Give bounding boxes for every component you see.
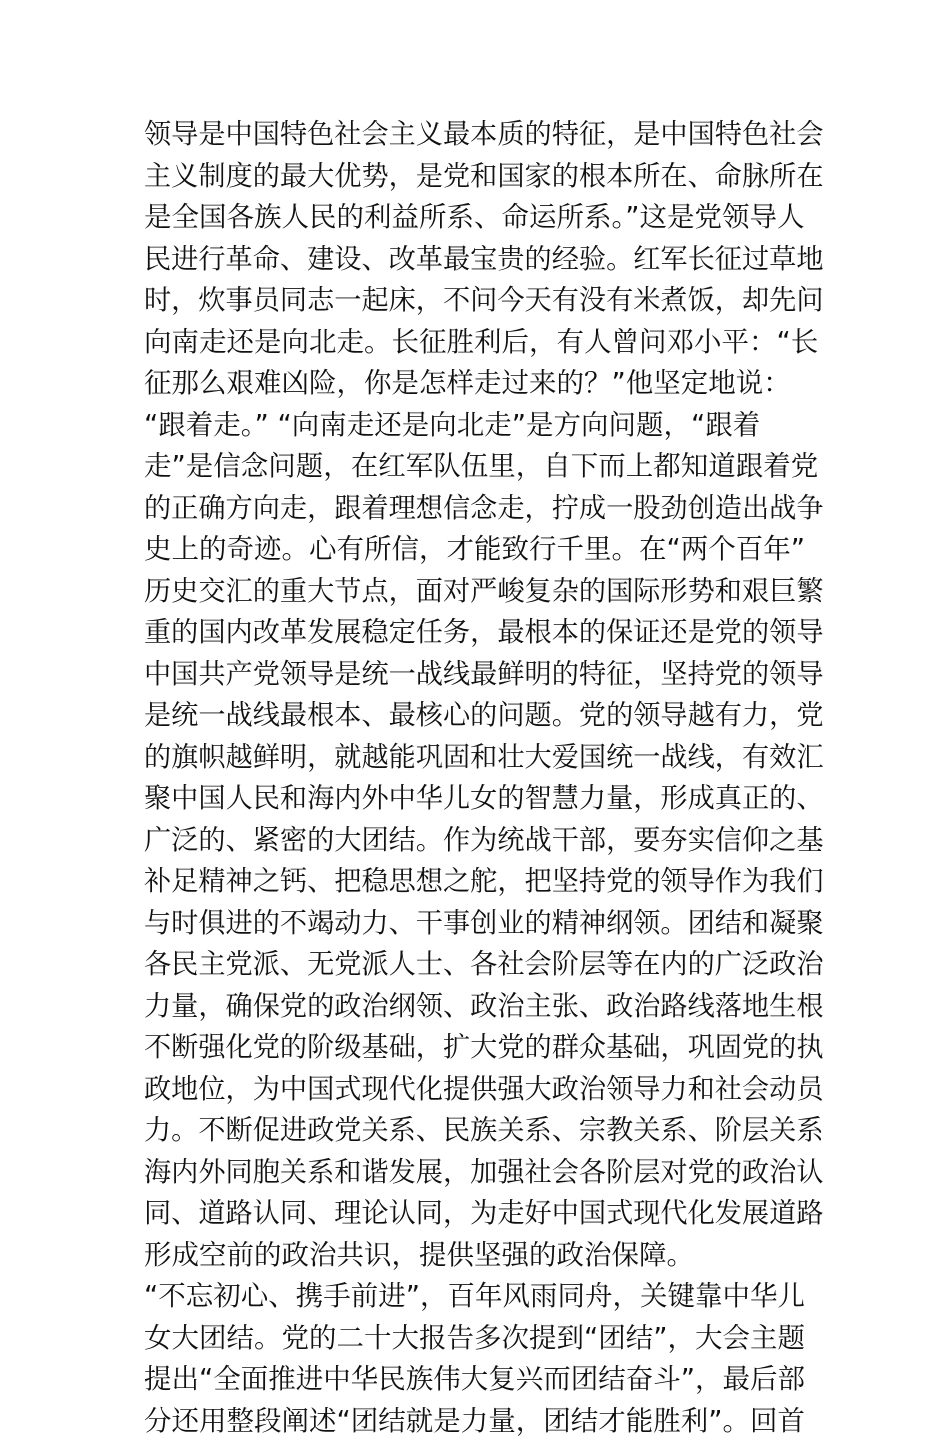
text-line: “不忘初心、携手前进”，百年风雨同舟，关键靠中华儿 (144, 1276, 824, 1318)
text-line: 是全国各族人民的利益所系、命运所系。”这是党领导人 (144, 197, 824, 239)
text-line: 民进行革命、建设、改革最宝贵的经验。红军长征过草地 (144, 239, 816, 281)
text-line: 领导是中国特色社会主义最本质的特征，是中国特色社会 (144, 114, 816, 156)
text-line: 分还用整段阐述“团结就是力量，团结才能胜利”。回首 (144, 1401, 824, 1442)
text-line: 海内外同胞关系和谐发展，加强社会各阶层对党的政治认 (144, 1152, 816, 1194)
text-line: 的正确方向走，跟着理想信念走，拧成一股劲创造出战争 (144, 488, 816, 530)
text-line: 女大团结。党的二十大报告多次提到“团结”，大会主题 (144, 1318, 824, 1360)
text-line: 广泛的、紧密的大团结。作为统战干部，要夯实信仰之基 (144, 820, 816, 862)
text-line: 重的国内改革发展稳定任务，最根本的保证还是党的领导 (144, 612, 816, 654)
text-line: 同、道路认同、理论认同，为走好中国式现代化发展道路 (144, 1193, 816, 1235)
text-line: 的旗帜越鲜明，就越能巩固和壮大爱国统一战线，有效汇 (144, 737, 816, 779)
text-line: 各民主党派、无党派人士、各社会阶层等在内的广泛政治 (144, 944, 816, 986)
text-line: 征那么艰难凶险，你是怎样走过来的？”他坚定地说： (144, 363, 824, 405)
text-line: 向南走还是向北走。长征胜利后，有人曾问邓小平：“长 (144, 322, 824, 364)
text-line: 中国共产党领导是统一战线最鲜明的特征，坚持党的领导 (144, 654, 816, 696)
text-line: 力量，确保党的政治纲领、政治主张、政治路线落地生根 (144, 986, 816, 1028)
text-line: 力。不断促进政党关系、民族关系、宗教关系、阶层关系 (144, 1110, 816, 1152)
text-line: 是统一战线最根本、最核心的问题。党的领导越有力，党 (144, 695, 816, 737)
text-line: 形成空前的政治共识，提供坚强的政治保障。 (144, 1235, 824, 1277)
text-line: 历史交汇的重大节点，面对严峻复杂的国际形势和艰巨繁 (144, 571, 816, 613)
text-line: “跟着走。” “向南走还是向北走”是方向问题，“跟着 (144, 405, 824, 447)
text-line: 史上的奇迹。心有所信，才能致行千里。在“两个百年” (144, 529, 824, 571)
text-line: 补足精神之钙、把稳思想之舵，把坚持党的领导作为我们 (144, 861, 816, 903)
text-line: 时，炊事员同志一起床，不问今天有没有米煮饭，却先问 (144, 280, 816, 322)
body-text (144, 114, 824, 1442)
text-line: 与时俱进的不竭动力、干事创业的精神纲领。团结和凝聚 (144, 903, 816, 945)
text-line: 政地位，为中国式现代化提供强大政治领导力和社会动员 (144, 1069, 816, 1111)
text-line: 主义制度的最大优势，是党和国家的根本所在、命脉所在 (144, 156, 816, 198)
text-line: 走”是信念问题，在红军队伍里，自下而上都知道跟着党 (144, 446, 824, 488)
text-line: 提出“全面推进中华民族伟大复兴而团结奋斗”，最后部 (144, 1359, 824, 1401)
text-line: 聚中国人民和海内外中华儿女的智慧力量，形成真正的、 (144, 778, 816, 820)
text-line: 不断强化党的阶级基础，扩大党的群众基础，巩固党的执 (144, 1027, 816, 1069)
